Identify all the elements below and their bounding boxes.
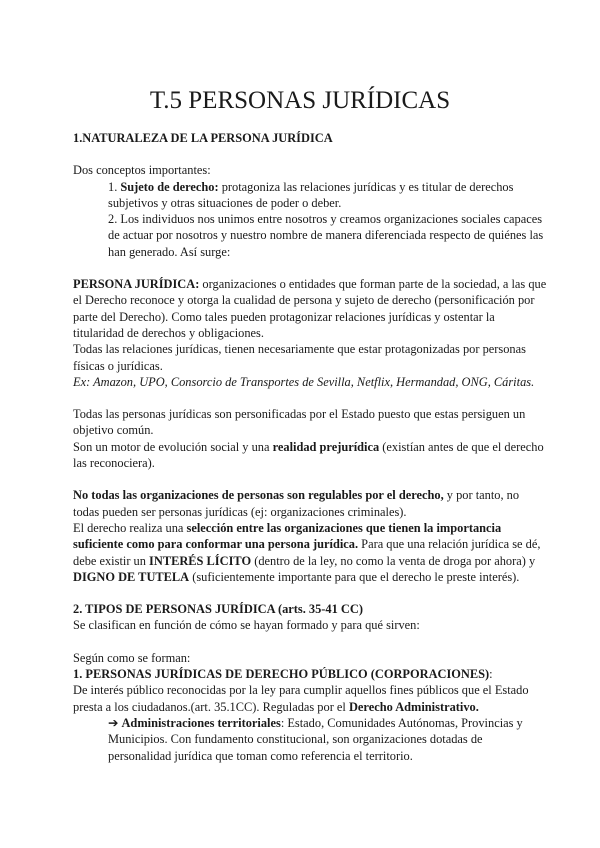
motor-text-b: (existían antes de que el derecho las reconociera). — [73, 439, 544, 471]
motor-text-a: Son un motor de evolución social y una — [73, 439, 273, 454]
page-title: T.5 PERSONAS JURÍDICAS — [149, 87, 451, 114]
spacer — [73, 634, 548, 650]
item-1-text: protagoniza las relaciones jurídicas y es titular de derechos subjetivos y otras situaciones de poder o deber. — [108, 179, 514, 210]
subsection-colon: : — [489, 667, 493, 682]
selection-text-c: (dentro de la ley, no como la venta de droga por ahora) y — [251, 553, 536, 568]
personified-paragraph: Todas las personas jurídicas son personificadas por el Estado puesto que estas persiguen un objetivo común. — [73, 407, 526, 438]
list-item-administraciones — [73, 715, 548, 764]
spacer — [73, 390, 548, 406]
subsection-1-heading — [73, 666, 548, 682]
selection-bold: selección entre las organizaciones que tienen la importancia suficiente como para conformar una persona jurídica. — [73, 520, 502, 552]
according-text: Según como se forman: — [73, 650, 191, 665]
selection-text-d: (suficientemente importante para que el derecho le preste interés). — [189, 569, 520, 584]
classified-text: Se clasifican en función de cómo se hayan formado y para qué sirven: — [73, 618, 420, 633]
public-interest-text: De interés público reconocidas por la ley para cumplir aquellos fines públicos que el Estado presta a los ciudadanos.(art. 35.1CC). Reguladas por el — [73, 683, 529, 714]
examples-text: Ex: Amazon, UPO, Consorcio de Transportes de Sevilla, Netflix, Hermandad, ONG, Cáritas. — [73, 374, 535, 389]
pj-definition: organizaciones o entidades que forman parte de la sociedad, a las que el Derecho reconoce y otorga la cualidad de persona y sujeto de derecho (personificación por parte del Derecho). Como tales pueden protagonizar relaciones jurídicas y ostentar la titularidad de derechos y obligaciones. — [73, 277, 547, 340]
spacer — [73, 585, 548, 601]
selection-paragraph — [73, 520, 548, 585]
not-all-text: y por tanto, no todas pueden ser personas jurídicas (ej: organizaciones criminales). — [73, 488, 520, 519]
list-item-1 — [73, 179, 548, 212]
term-sujeto: Sujeto de derecho: — [120, 179, 219, 194]
section-2-heading: 2. TIPOS DE PERSONAS JURÍDICA (arts. 35-41 CC) — [73, 602, 363, 617]
list-number: 1. — [108, 179, 121, 194]
relations-paragraph: Todas las relaciones jurídicas, tienen necesariamente que estar protagonizadas por personas físicas o jurídicas. — [73, 342, 526, 373]
selection-text-b: Para que una relación jurídica se dé, debe existir un — [73, 537, 541, 568]
spacer — [73, 471, 548, 487]
intro-text: Dos conceptos importantes: — [73, 163, 211, 178]
term-derecho-administrativo: Derecho Administrativo. — [348, 699, 479, 714]
term-interes-licito: INTERÉS LÍCITO — [149, 553, 252, 568]
not-all-bold: No todas las organizaciones de personas son regulables por el derecho, — [73, 488, 444, 503]
term-administraciones-territoriales: Administraciones territoriales — [121, 715, 281, 730]
spacer — [73, 260, 548, 276]
term-realidad-prejuridica: realidad prejurídica — [272, 439, 380, 454]
selection-text-a: El derecho realiza una — [73, 520, 187, 535]
list-item-2: 2. Los individuos nos unimos entre nosotros y creamos organizaciones sociales capaces de actuar por nosotros y nuestro nombre de manera diferenciada respecto de quiénes las han generado. Así surge: — [108, 212, 544, 259]
not-all-paragraph — [73, 487, 548, 520]
term-digno-de-tutela: DIGNO DE TUTELA — [73, 569, 190, 584]
section-1-heading: 1.NATURALEZA DE LA PERSONA JURÍDICA — [73, 131, 333, 145]
motor-paragraph — [73, 439, 548, 472]
term-persona-juridica: PERSONA JURÍDICA: — [73, 277, 200, 292]
public-interest-paragraph — [73, 682, 548, 715]
spacer — [73, 146, 548, 162]
subsection-1-title: 1. PERSONAS JURÍDICAS DE DERECHO PÚBLICO (CORPORACIONES) — [73, 667, 490, 682]
persona-juridica-paragraph — [73, 276, 548, 341]
document-body — [73, 130, 548, 764]
administraciones-text: : Estado, Comunidades Autónomas, Provincias y Municipios. Con fundamento constitucional, son organizaciones dotadas de personalidad jurídica que toman como referencia el territorio. — [108, 715, 523, 763]
arrow-icon: ➔ — [108, 715, 122, 730]
